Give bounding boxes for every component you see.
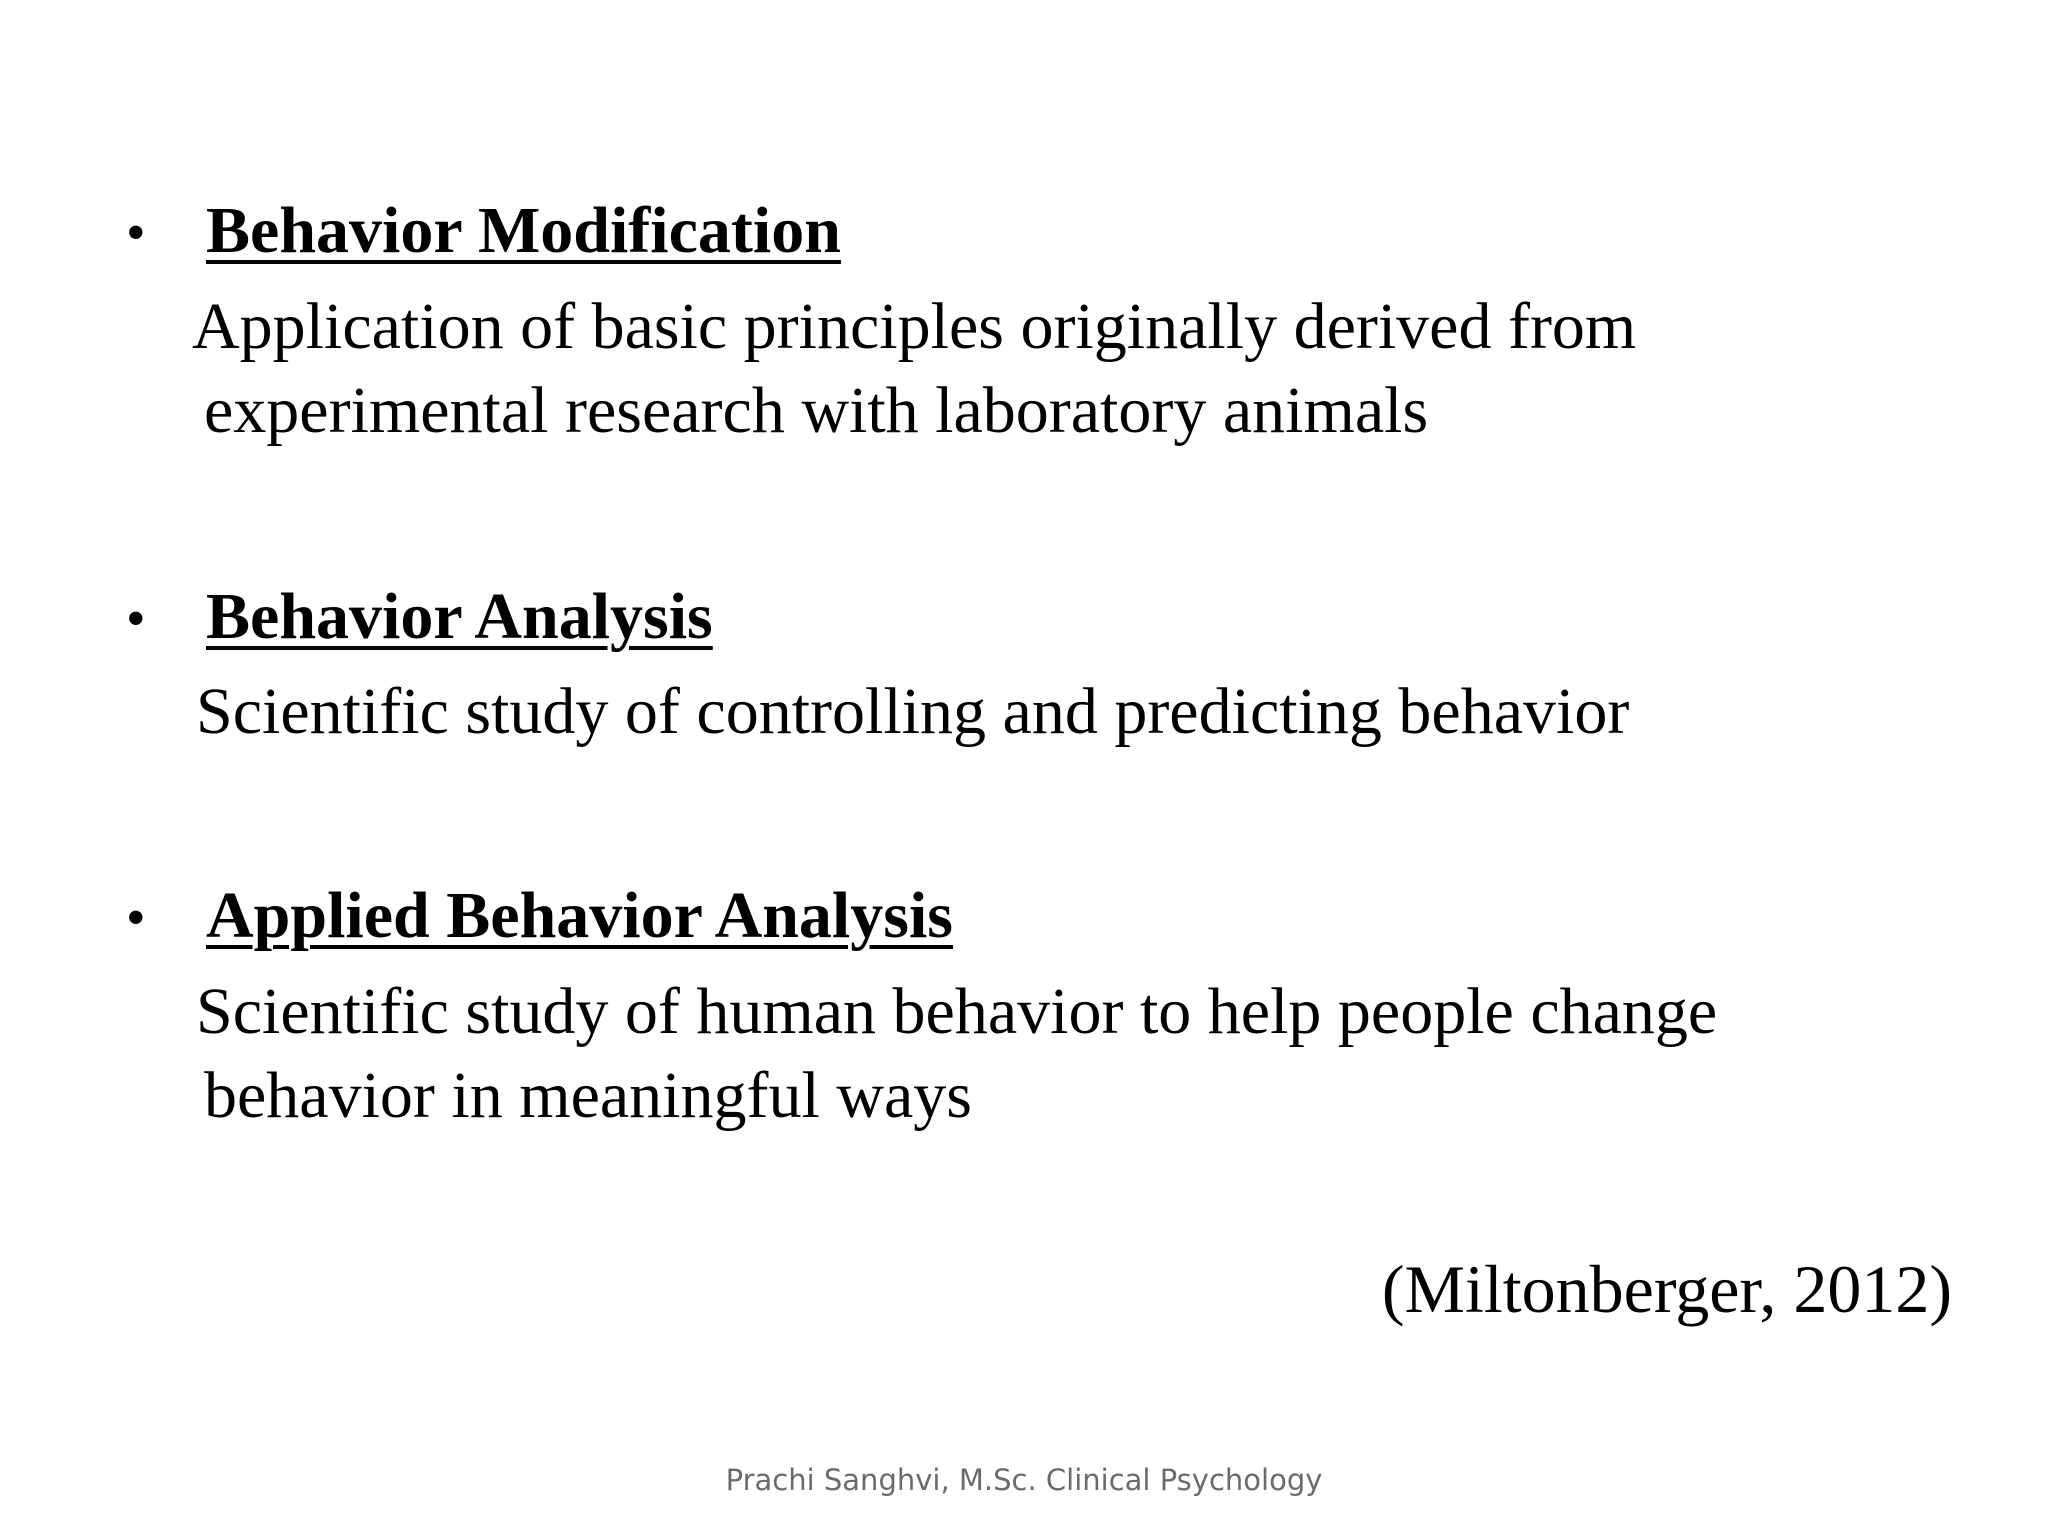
term-heading: Applied Behavior Analysis: [206, 879, 953, 952]
slide-footer: Prachi Sanghvi, M.Sc. Clinical Psychology: [725, 1463, 1323, 1497]
term-heading: Behavior Modification: [206, 194, 841, 267]
definition-line: Scientific study of human behavior to help people change: [196, 975, 1718, 1048]
bullet-dot-icon: •: [126, 588, 146, 650]
bullet-dot-icon: •: [126, 202, 146, 264]
term-definition: [196, 970, 1896, 1138]
definition-line: behavior in meaningful ways: [204, 1059, 972, 1132]
term-heading: Behavior Analysis: [206, 580, 713, 653]
term-definition: [196, 670, 1896, 754]
term-definition: [192, 285, 1892, 453]
citation: (Miltonberger, 2012): [1381, 1251, 1952, 1327]
definition-line: experimental research with laboratory animals: [204, 374, 1429, 447]
definition-line: Application of basic principles originally derived from: [192, 290, 1637, 363]
bullet-dot-icon: •: [126, 887, 146, 949]
definition-line: Scientific study of controlling and predicting behavior: [196, 675, 1630, 748]
